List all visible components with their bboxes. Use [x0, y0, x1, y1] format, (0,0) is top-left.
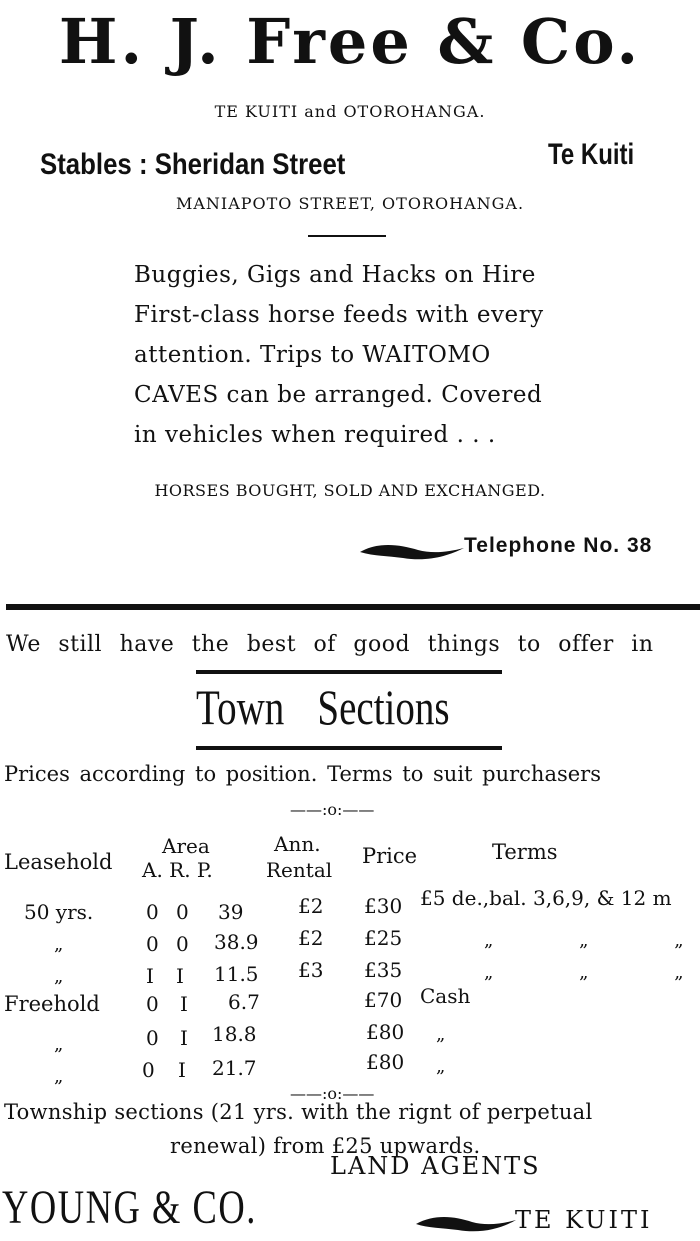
row-a: I: [146, 964, 154, 988]
stables-address: Stables : Sheridan Street: [40, 148, 346, 181]
row-tenure: „: [54, 934, 64, 955]
row-a: 0: [146, 900, 159, 924]
flourish-ornament-1: [358, 538, 466, 564]
row-price: £80: [366, 1020, 405, 1044]
row-r: 0: [176, 932, 189, 956]
row-tenure: „: [54, 1034, 64, 1055]
row-r: I: [180, 1026, 188, 1050]
header-leasehold: Leasehold: [4, 850, 113, 874]
row-rental: £2: [298, 894, 324, 918]
row-a: 0: [146, 992, 159, 1016]
row-p: 11.5: [214, 962, 259, 986]
row-price: £80: [366, 1050, 405, 1074]
separator-2: ——:o:——: [290, 1084, 375, 1103]
agent-name: YOUNG & CO.: [2, 1181, 257, 1234]
row-terms: „: [436, 1056, 446, 1077]
separator-1: ——:o:——: [290, 800, 375, 819]
flourish-ornament-2: [414, 1210, 518, 1236]
row-a: 0: [146, 1026, 159, 1050]
telephone: Telephone No. 38: [464, 534, 653, 557]
second-address: MANIAPOTO STREET, OTOROHANGA.: [175, 194, 525, 213]
row-p: 18.8: [212, 1022, 257, 1046]
row-tenure: 50 yrs.: [24, 900, 94, 924]
heading-rule-bottom: [196, 746, 502, 750]
row-a: 0: [142, 1058, 155, 1082]
row-p: 6.7: [228, 990, 260, 1014]
row-tenure: „: [54, 1066, 64, 1087]
intro-text: We still have the best of good things to offer in: [6, 632, 654, 657]
header-terms: Terms: [492, 840, 558, 864]
row-r: I: [176, 964, 184, 988]
horses-notice: HORSES BOUGHT, SOLD AND EXCHANGED.: [154, 481, 546, 500]
row-rental: £3: [298, 958, 324, 982]
row-r: I: [178, 1058, 186, 1082]
township-line-2: renewal) from £25 upwards.: [170, 1134, 481, 1158]
town-sections-heading: Town Sections: [196, 679, 450, 735]
row-price: £30: [364, 894, 403, 918]
company-name: H. J. Free & Co.: [58, 5, 642, 78]
row-r: I: [180, 992, 188, 1016]
row-terms: Cash: [420, 984, 471, 1008]
row-a: 0: [146, 932, 159, 956]
row-tenure: Freehold: [4, 992, 100, 1016]
header-arp: A. R. P.: [142, 858, 213, 882]
row-p: 38.9: [214, 930, 259, 954]
section-divider: [6, 604, 700, 610]
row-price: £35: [364, 958, 403, 982]
body-line-1: Buggies, Gigs and Hacks on Hire: [134, 262, 536, 288]
row-r: 0: [176, 900, 189, 924]
heading-rule-top: [196, 670, 502, 674]
header-price: Price: [362, 844, 418, 868]
body-line-2: First-class horse feeds with every: [134, 302, 544, 328]
land-agents: LAND AGENTS: [330, 1152, 541, 1180]
locations: TE KUITI and OTOROHANGA.: [214, 102, 486, 121]
row-tenure: „: [54, 966, 64, 987]
row-terms: „ „ „: [484, 930, 684, 951]
header-area: Area: [162, 834, 210, 858]
row-terms: £5 de.,bal. 3,6,9, & 12 m: [420, 886, 672, 910]
agent-town: TE KUITI: [515, 1206, 653, 1234]
stables-town: Te Kuiti: [548, 138, 635, 171]
prices-line: Prices according to position. Terms to suit purchasers: [4, 762, 601, 786]
header-rental: Rental: [266, 858, 333, 882]
row-terms: „ „ „: [484, 962, 684, 983]
row-price: £70: [364, 988, 403, 1012]
row-price: £25: [364, 926, 403, 950]
row-p: 39: [218, 900, 244, 924]
row-rental: £2: [298, 926, 324, 950]
township-line-1: Township sections (21 yrs. with the rignt of perpetual: [4, 1100, 593, 1124]
body-line-5: in vehicles when required . . .: [134, 422, 496, 448]
body-line-3: attention. Trips to WAITOMO: [134, 342, 491, 368]
header-ann: Ann.: [274, 832, 321, 856]
row-terms: „: [436, 1024, 446, 1045]
body-line-4: CAVES can be arranged. Covered: [134, 382, 543, 408]
short-divider: [308, 235, 386, 237]
row-p: 21.7: [212, 1056, 257, 1080]
